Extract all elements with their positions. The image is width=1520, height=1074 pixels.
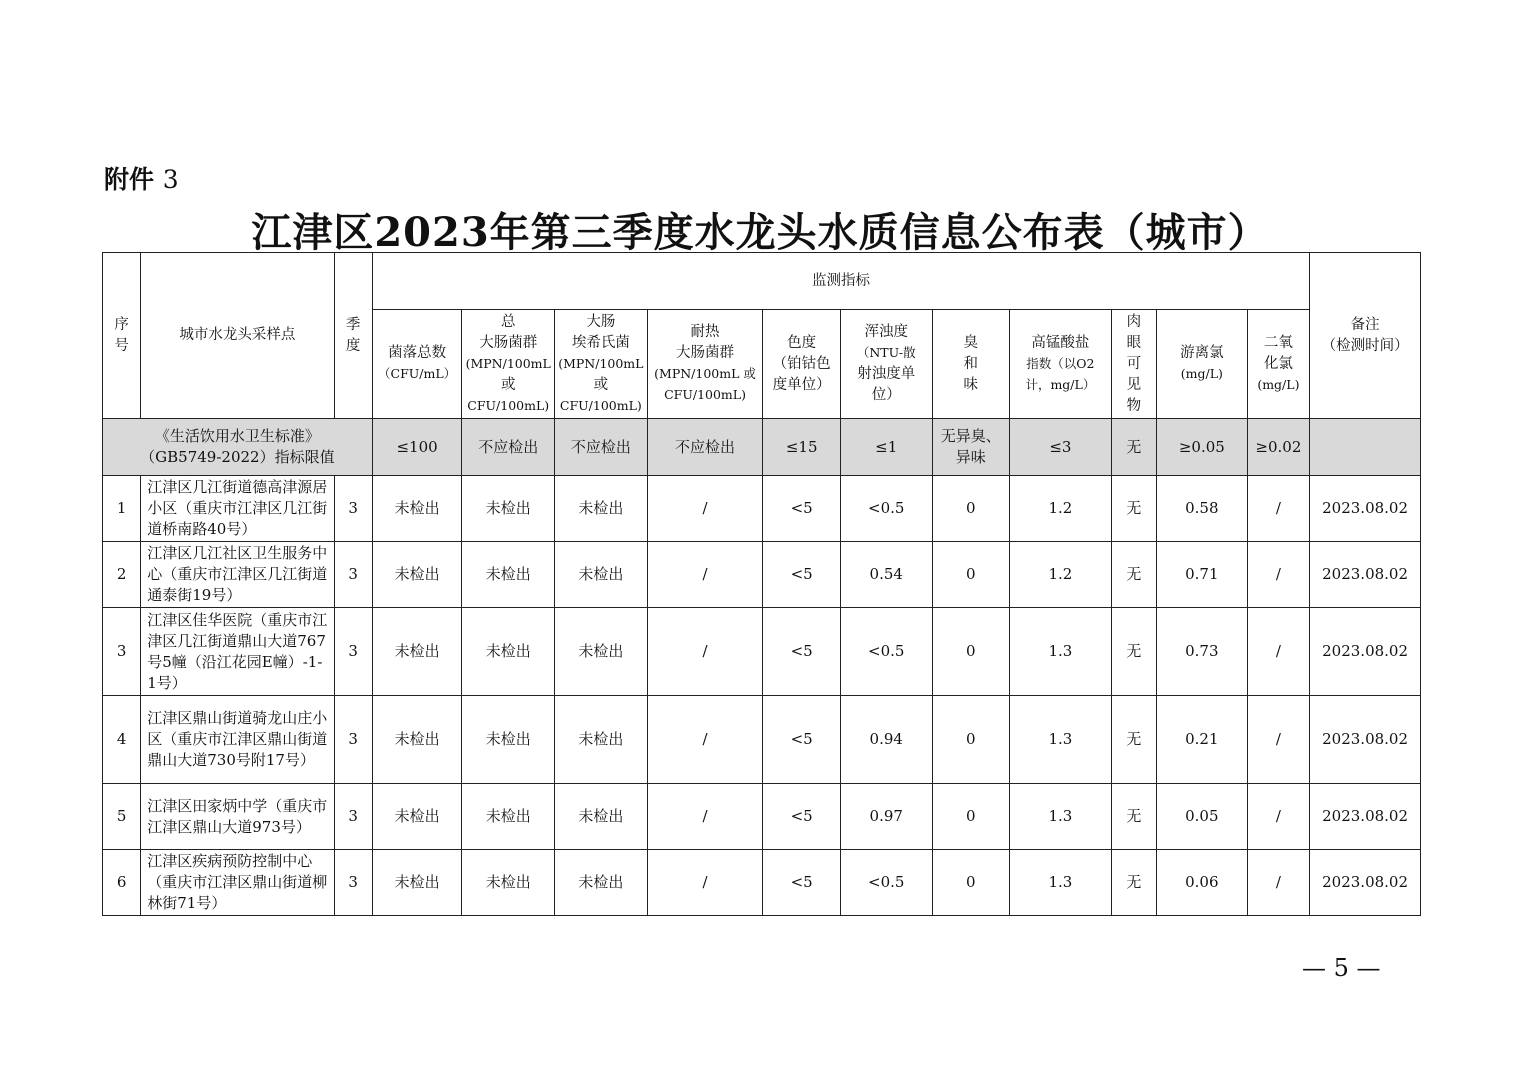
row-value: 未检出 [555, 608, 648, 696]
standard-remark [1310, 419, 1421, 476]
row-value: 0.71 [1157, 542, 1248, 608]
header-remark: 备注 （检测时间） [1310, 253, 1421, 419]
header-indicator: 臭 和 味 [932, 310, 1010, 419]
row-seq: 6 [103, 850, 141, 916]
row-value: / [1247, 608, 1310, 696]
header-indicator: 游离氯 (mg/L) [1157, 310, 1248, 419]
standard-value: 不应检出 [647, 419, 763, 476]
table-row [103, 542, 1421, 608]
row-value: 1.3 [1010, 850, 1112, 916]
row-value: 未检出 [555, 784, 648, 850]
row-value: 未检出 [555, 850, 648, 916]
row-value: 1.3 [1010, 696, 1112, 784]
standard-value: ≥0.05 [1157, 419, 1248, 476]
row-value: <5 [763, 784, 841, 850]
row-value: 未检出 [372, 850, 462, 916]
row-value: 未检出 [462, 542, 555, 608]
row-value: 0 [932, 696, 1010, 784]
header-indicator: 大肠 埃希氏菌 (MPN/100mL 或 CFU/100mL) [555, 310, 648, 419]
row-value: 无 [1111, 784, 1156, 850]
row-site: 江津区鼎山街道骑龙山庄小区（重庆市江津区鼎山街道鼎山大道730号附17号） [141, 696, 334, 784]
header-indicator: 高锰酸盐 指数（以O2 计，mg/L） [1010, 310, 1112, 419]
standard-value: ≥0.02 [1247, 419, 1310, 476]
page-title: 江津区2023年第三季度水龙头水质信息公布表（城市） [251, 209, 1269, 256]
row-value: <5 [763, 850, 841, 916]
row-value: <0.5 [840, 476, 932, 542]
row-seq: 5 [103, 784, 141, 850]
row-value: 未检出 [462, 850, 555, 916]
row-value: 0.06 [1157, 850, 1248, 916]
row-value: / [1247, 476, 1310, 542]
row-season: 3 [334, 542, 372, 608]
header-indicators-group: 监测指标 [372, 253, 1309, 310]
header-indicator: 浑浊度 （NTU-散 射浊度单 位） [840, 310, 932, 419]
row-value: 0 [932, 542, 1010, 608]
header-seq: 序 号 [103, 253, 141, 419]
row-value: 未检出 [372, 542, 462, 608]
row-season: 3 [334, 784, 372, 850]
standard-value: 不应检出 [462, 419, 555, 476]
row-value: 0.54 [840, 542, 932, 608]
row-value: 无 [1111, 696, 1156, 784]
header-indicator: 总 大肠菌群 (MPN/100mL 或 CFU/100mL) [462, 310, 555, 419]
row-value: 未检出 [372, 476, 462, 542]
row-value: 未检出 [462, 608, 555, 696]
row-value: 未检出 [462, 476, 555, 542]
row-value: / [647, 850, 763, 916]
row-value: 1.3 [1010, 608, 1112, 696]
row-value: 1.3 [1010, 784, 1112, 850]
row-site: 江津区疾病预防控制中心（重庆市江津区鼎山街道柳林街71号） [141, 850, 334, 916]
row-value: 0 [932, 476, 1010, 542]
row-value: 未检出 [372, 696, 462, 784]
row-value: 0.21 [1157, 696, 1248, 784]
row-site: 江津区几江街道德高津源居小区（重庆市江津区几江街道桥南路40号） [141, 476, 334, 542]
row-value: <0.5 [840, 850, 932, 916]
row-date: 2023.08.02 [1310, 476, 1421, 542]
header-indicator: 二氧 化氯 (mg/L) [1247, 310, 1310, 419]
row-value: <0.5 [840, 608, 932, 696]
standard-value: 无异臭、异味 [932, 419, 1010, 476]
row-site: 江津区佳华医院（重庆市江津区几江街道鼎山大道767号5幢（沿江花园E幢）-1-1号） [141, 608, 334, 696]
row-value: 无 [1111, 476, 1156, 542]
row-value: 无 [1111, 850, 1156, 916]
water-quality-table [102, 252, 1421, 916]
row-value: <5 [763, 542, 841, 608]
row-value: 未检出 [555, 476, 648, 542]
row-seq: 2 [103, 542, 141, 608]
row-site: 江津区田家炳中学（重庆市江津区鼎山大道973号） [141, 784, 334, 850]
row-value: / [647, 696, 763, 784]
row-value: 无 [1111, 608, 1156, 696]
row-value: 0.05 [1157, 784, 1248, 850]
row-season: 3 [334, 476, 372, 542]
row-value: 1.2 [1010, 476, 1112, 542]
table-row [103, 608, 1421, 696]
standard-value: 无 [1111, 419, 1156, 476]
row-value: 0 [932, 608, 1010, 696]
table-row [103, 696, 1421, 784]
standard-value: ≤15 [763, 419, 841, 476]
row-date: 2023.08.02 [1310, 784, 1421, 850]
row-value: / [1247, 784, 1310, 850]
row-date: 2023.08.02 [1310, 850, 1421, 916]
row-value: / [1247, 542, 1310, 608]
row-date: 2023.08.02 [1310, 608, 1421, 696]
row-seq: 3 [103, 608, 141, 696]
row-value: 未检出 [555, 696, 648, 784]
row-seq: 4 [103, 696, 141, 784]
row-season: 3 [334, 696, 372, 784]
row-date: 2023.08.02 [1310, 542, 1421, 608]
row-value: 0.97 [840, 784, 932, 850]
row-value: / [647, 542, 763, 608]
row-value: <5 [763, 696, 841, 784]
row-value: / [647, 784, 763, 850]
page-number: — 5 — [1302, 954, 1381, 982]
row-season: 3 [334, 850, 372, 916]
header-site: 城市水龙头采样点 [141, 253, 334, 419]
table-row [103, 850, 1421, 916]
row-value: 未检出 [372, 784, 462, 850]
attachment-label: 附件 3 [104, 165, 179, 194]
row-season: 3 [334, 608, 372, 696]
row-value: 未检出 [462, 696, 555, 784]
table-row [103, 476, 1421, 542]
row-site: 江津区几江社区卫生服务中心（重庆市江津区几江街道通泰街19号） [141, 542, 334, 608]
header-indicator: 色度 （铂钴色 度单位） [763, 310, 841, 419]
row-date: 2023.08.02 [1310, 696, 1421, 784]
header-season: 季 度 [334, 253, 372, 419]
standard-value: ≤100 [372, 419, 462, 476]
row-value: 1.2 [1010, 542, 1112, 608]
row-value: 0.94 [840, 696, 932, 784]
row-value: <5 [763, 476, 841, 542]
table-row [103, 784, 1421, 850]
row-value: / [1247, 696, 1310, 784]
header-indicator: 肉 眼 可 见 物 [1111, 310, 1156, 419]
standard-value: ≤1 [840, 419, 932, 476]
row-seq: 1 [103, 476, 141, 542]
row-value: 未检出 [555, 542, 648, 608]
row-value: <5 [763, 608, 841, 696]
standard-value: ≤3 [1010, 419, 1112, 476]
header-indicator: 耐热 大肠菌群 (MPN/100mL 或 CFU/100mL) [647, 310, 763, 419]
row-value: / [647, 608, 763, 696]
row-value: 无 [1111, 542, 1156, 608]
row-value: / [1247, 850, 1310, 916]
row-value: 0.58 [1157, 476, 1248, 542]
row-value: 0 [932, 784, 1010, 850]
standard-label: 《生活饮用水卫生标准》 （GB5749-2022）指标限值 [103, 419, 373, 476]
row-value: 未检出 [462, 784, 555, 850]
row-value: / [647, 476, 763, 542]
header-indicator: 菌落总数 （CFU/mL） [372, 310, 462, 419]
row-value: 0 [932, 850, 1010, 916]
standard-value: 不应检出 [555, 419, 648, 476]
row-value: 0.73 [1157, 608, 1248, 696]
row-value: 未检出 [372, 608, 462, 696]
